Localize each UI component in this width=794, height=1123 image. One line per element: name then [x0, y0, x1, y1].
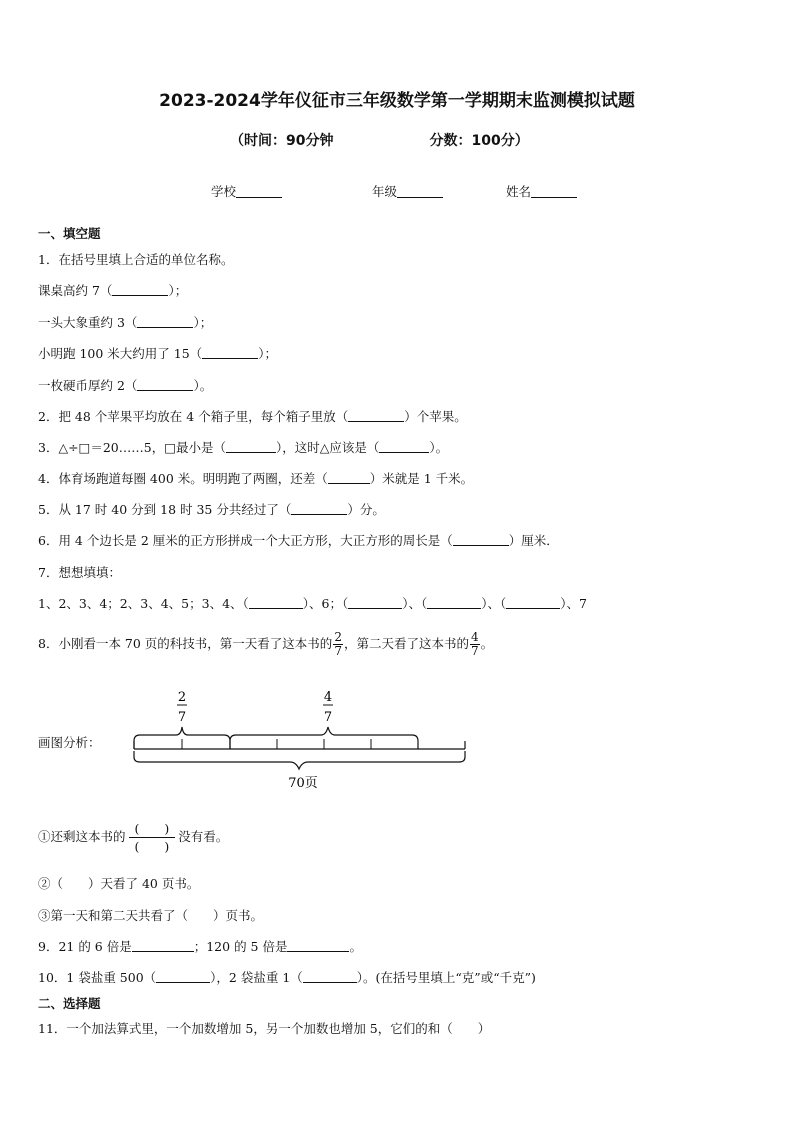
- question-8-part1: ①还剩这本书的 ( ) ( ) 没有看。: [38, 821, 229, 854]
- score-label: 分数：100分）: [429, 133, 529, 149]
- brace-total: [134, 751, 465, 769]
- diagram-total-label: 70页: [288, 776, 318, 791]
- question-7: 7．想想填填：: [38, 565, 121, 580]
- diagram-label: 画图分析：: [38, 735, 101, 750]
- question-3: 3．△÷□＝20……5，□最小是（ ），这时△应该是（ ）。: [38, 440, 449, 455]
- section-heading-choice: 二、选择题: [38, 996, 101, 1011]
- exam-meta: [230, 130, 529, 150]
- grade-field: 年级: [372, 182, 443, 200]
- question-6: 6．用 4 个边长是 2 厘米的正方形拼成一个大正方形，大正方形的周长是（ ）厘米．: [38, 533, 559, 548]
- question-5: 5．从 17 时 40 分到 18 时 35 分共经过了（ ）分。: [38, 502, 385, 517]
- question-10: 10．1 袋盐重 500（ ），2 袋盐重 1（ ）。(在括号里填上“克”或“千克”): [38, 970, 536, 985]
- fraction-four-sevenths: $\frac{4}{7}$: [470, 630, 479, 658]
- question-8: 8．小刚看一本 70 页的科技书，第一天看了这本书的 $\frac{2}{7}$ ，第二天看了这本书的 $\frac{4}{7}$ 。: [38, 630, 494, 658]
- diagram-frac2-den: 7: [323, 710, 333, 725]
- question-9: 9．21 的 6 倍是 ；120 的 5 倍是 。: [38, 939, 362, 954]
- time-label: （时间：90分钟: [230, 133, 334, 149]
- question-11: 11．一个加法算式里，一个加数增加 5，另一个加数也增加 5，它们的和（ ）: [38, 1021, 491, 1036]
- question-1: 1．在括号里填上合适的单位名称。: [38, 252, 234, 267]
- question-7-sequence: 1、2、3、4；2、3、4、5；3、4、（ ）、6；（ ）、（ ）、（ ）、7: [38, 596, 587, 611]
- question-1c: 小明跑 100 米大约用了 15（ ）；: [38, 346, 277, 361]
- question-1d: 一枚硬币厚约 2（ ）。: [38, 378, 213, 393]
- diagram-frac2-num: 4: [323, 690, 333, 705]
- fraction-two-sevenths: $\frac{2}{7}$: [334, 630, 342, 658]
- question-2: 2．把 48 个苹果平均放在 4 个箱子里，每个箱子里放（ ）个苹果。: [38, 409, 467, 424]
- diagram-frac1-den: 7: [177, 710, 187, 725]
- section-heading-fill-blank: 一、填空题: [38, 226, 101, 241]
- question-8-part3: ③第一天和第二天共看了（ ）页书。: [38, 908, 264, 923]
- name-field: 姓名: [506, 182, 577, 200]
- question-4: 4．体育场跑道每圈 400 米。明明跑了两圈，还差（ ）米就是 1 千米。: [38, 471, 474, 486]
- segment-diagram: [120, 683, 480, 795]
- diagram-frac1-num: 2: [177, 690, 187, 705]
- page-title: 2023-2024学年仪征市三年级数学第一学期期末监测模拟试题: [159, 91, 635, 111]
- question-1b: 一头大象重约 3（ ）；: [38, 315, 213, 330]
- school-field: 学校: [211, 182, 282, 200]
- question-8-part2: ②（ ）天看了 40 页书。: [38, 876, 200, 891]
- question-1a: 课桌高约 7（ ）；: [38, 283, 188, 298]
- blank-fraction[interactable]: ( ) ( ): [129, 820, 176, 855]
